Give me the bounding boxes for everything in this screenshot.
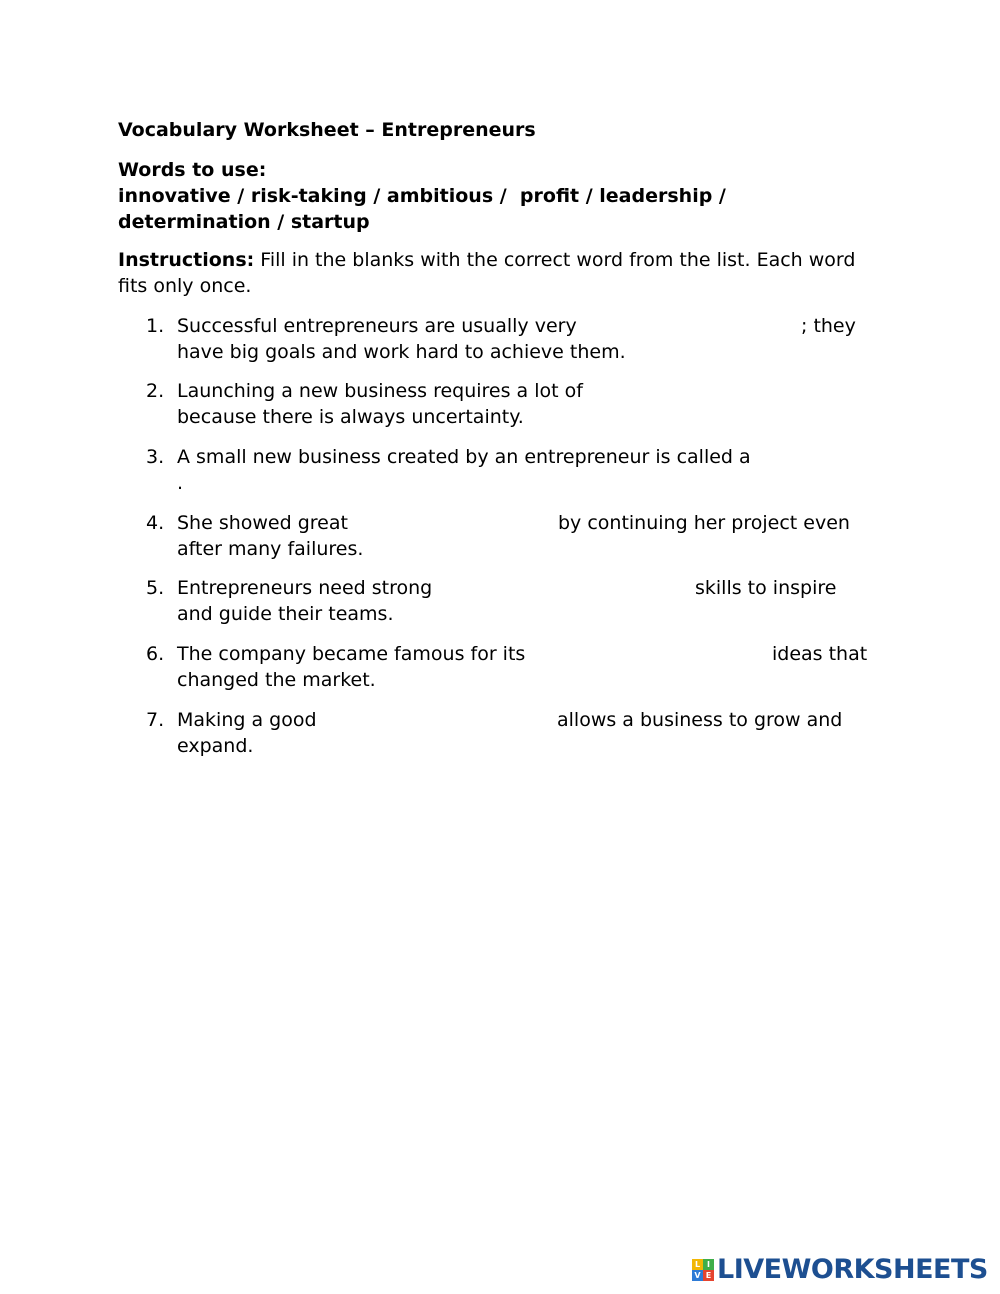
question-text-before: Making a good xyxy=(177,709,317,731)
question-number: 5. xyxy=(146,577,165,599)
question-number: 6. xyxy=(146,643,165,665)
logo-mark-cell: I xyxy=(703,1259,714,1270)
question-number: 3. xyxy=(146,446,165,468)
question-text-line2: changed the market. xyxy=(177,669,376,691)
question-text-after: by continuing her project even xyxy=(558,512,850,534)
instructions-text: Fill in the blanks with the correct word from the list. Each word xyxy=(254,249,856,271)
logo-mark-cell: L xyxy=(692,1259,703,1270)
worksheet-title: Vocabulary Worksheet – Entrepreneurs xyxy=(118,119,536,141)
question-text-after: ideas that xyxy=(772,643,868,665)
logo-mark-cell: V xyxy=(692,1270,703,1281)
question-number: 7. xyxy=(146,709,165,731)
word-bank-line-2: determination / startup xyxy=(118,211,370,233)
question-text-before: She showed great xyxy=(177,512,348,534)
question-text-line2: because there is always uncertainty. xyxy=(177,406,524,428)
question-number: 4. xyxy=(146,512,165,534)
question-text-line2: after many failures. xyxy=(177,538,364,560)
answer-blank-5[interactable] xyxy=(448,577,690,601)
logo-mark-icon xyxy=(692,1259,714,1281)
liveworksheets-logo xyxy=(692,1253,988,1287)
question-number: 2. xyxy=(146,380,165,402)
question-item-2 xyxy=(0,378,1000,432)
question-text-before: The company became famous for its xyxy=(177,643,526,665)
question-text-after: skills to inspire xyxy=(695,577,837,599)
question-item-6 xyxy=(0,641,1000,695)
question-text-after: allows a business to grow and xyxy=(557,709,843,731)
answer-blank-2[interactable] xyxy=(604,380,858,404)
question-item-7 xyxy=(0,707,1000,761)
question-item-5 xyxy=(0,575,1000,629)
question-text-line2: . xyxy=(177,472,184,494)
answer-blank-3[interactable] xyxy=(774,446,878,470)
question-text-before: Entrepreneurs need strong xyxy=(177,577,433,599)
question-item-4 xyxy=(0,510,1000,564)
logo-wordmark: LIVEWORKSHEETS xyxy=(717,1254,988,1285)
answer-blank-7[interactable] xyxy=(328,709,552,733)
question-text-line2: have big goals and work hard to achieve them. xyxy=(177,341,626,363)
question-text-line2: expand. xyxy=(177,735,254,757)
question-item-1 xyxy=(0,313,1000,367)
word-bank-line-1: innovative / risk-taking / ambitious / profit / leadership / xyxy=(118,185,726,207)
question-text-line2: and guide their teams. xyxy=(177,603,394,625)
answer-blank-1[interactable] xyxy=(598,315,798,339)
instructions-line-2: fits only once. xyxy=(118,275,252,297)
logo-mark-cell: E xyxy=(703,1270,714,1281)
instructions-line-1 xyxy=(118,247,855,273)
answer-blank-4[interactable] xyxy=(362,512,554,536)
question-number: 1. xyxy=(146,315,165,337)
question-text-before: A small new business created by an entrepreneur is called a xyxy=(177,446,751,468)
instructions-label: Instructions: xyxy=(118,249,255,271)
question-text-before: Launching a new business requires a lot of xyxy=(177,380,583,402)
words-heading: Words to use: xyxy=(118,159,267,181)
question-text-after: ; they xyxy=(801,315,856,337)
question-text-before: Successful entrepreneurs are usually very xyxy=(177,315,577,337)
answer-blank-6[interactable] xyxy=(544,643,768,667)
question-item-3 xyxy=(0,444,1000,498)
